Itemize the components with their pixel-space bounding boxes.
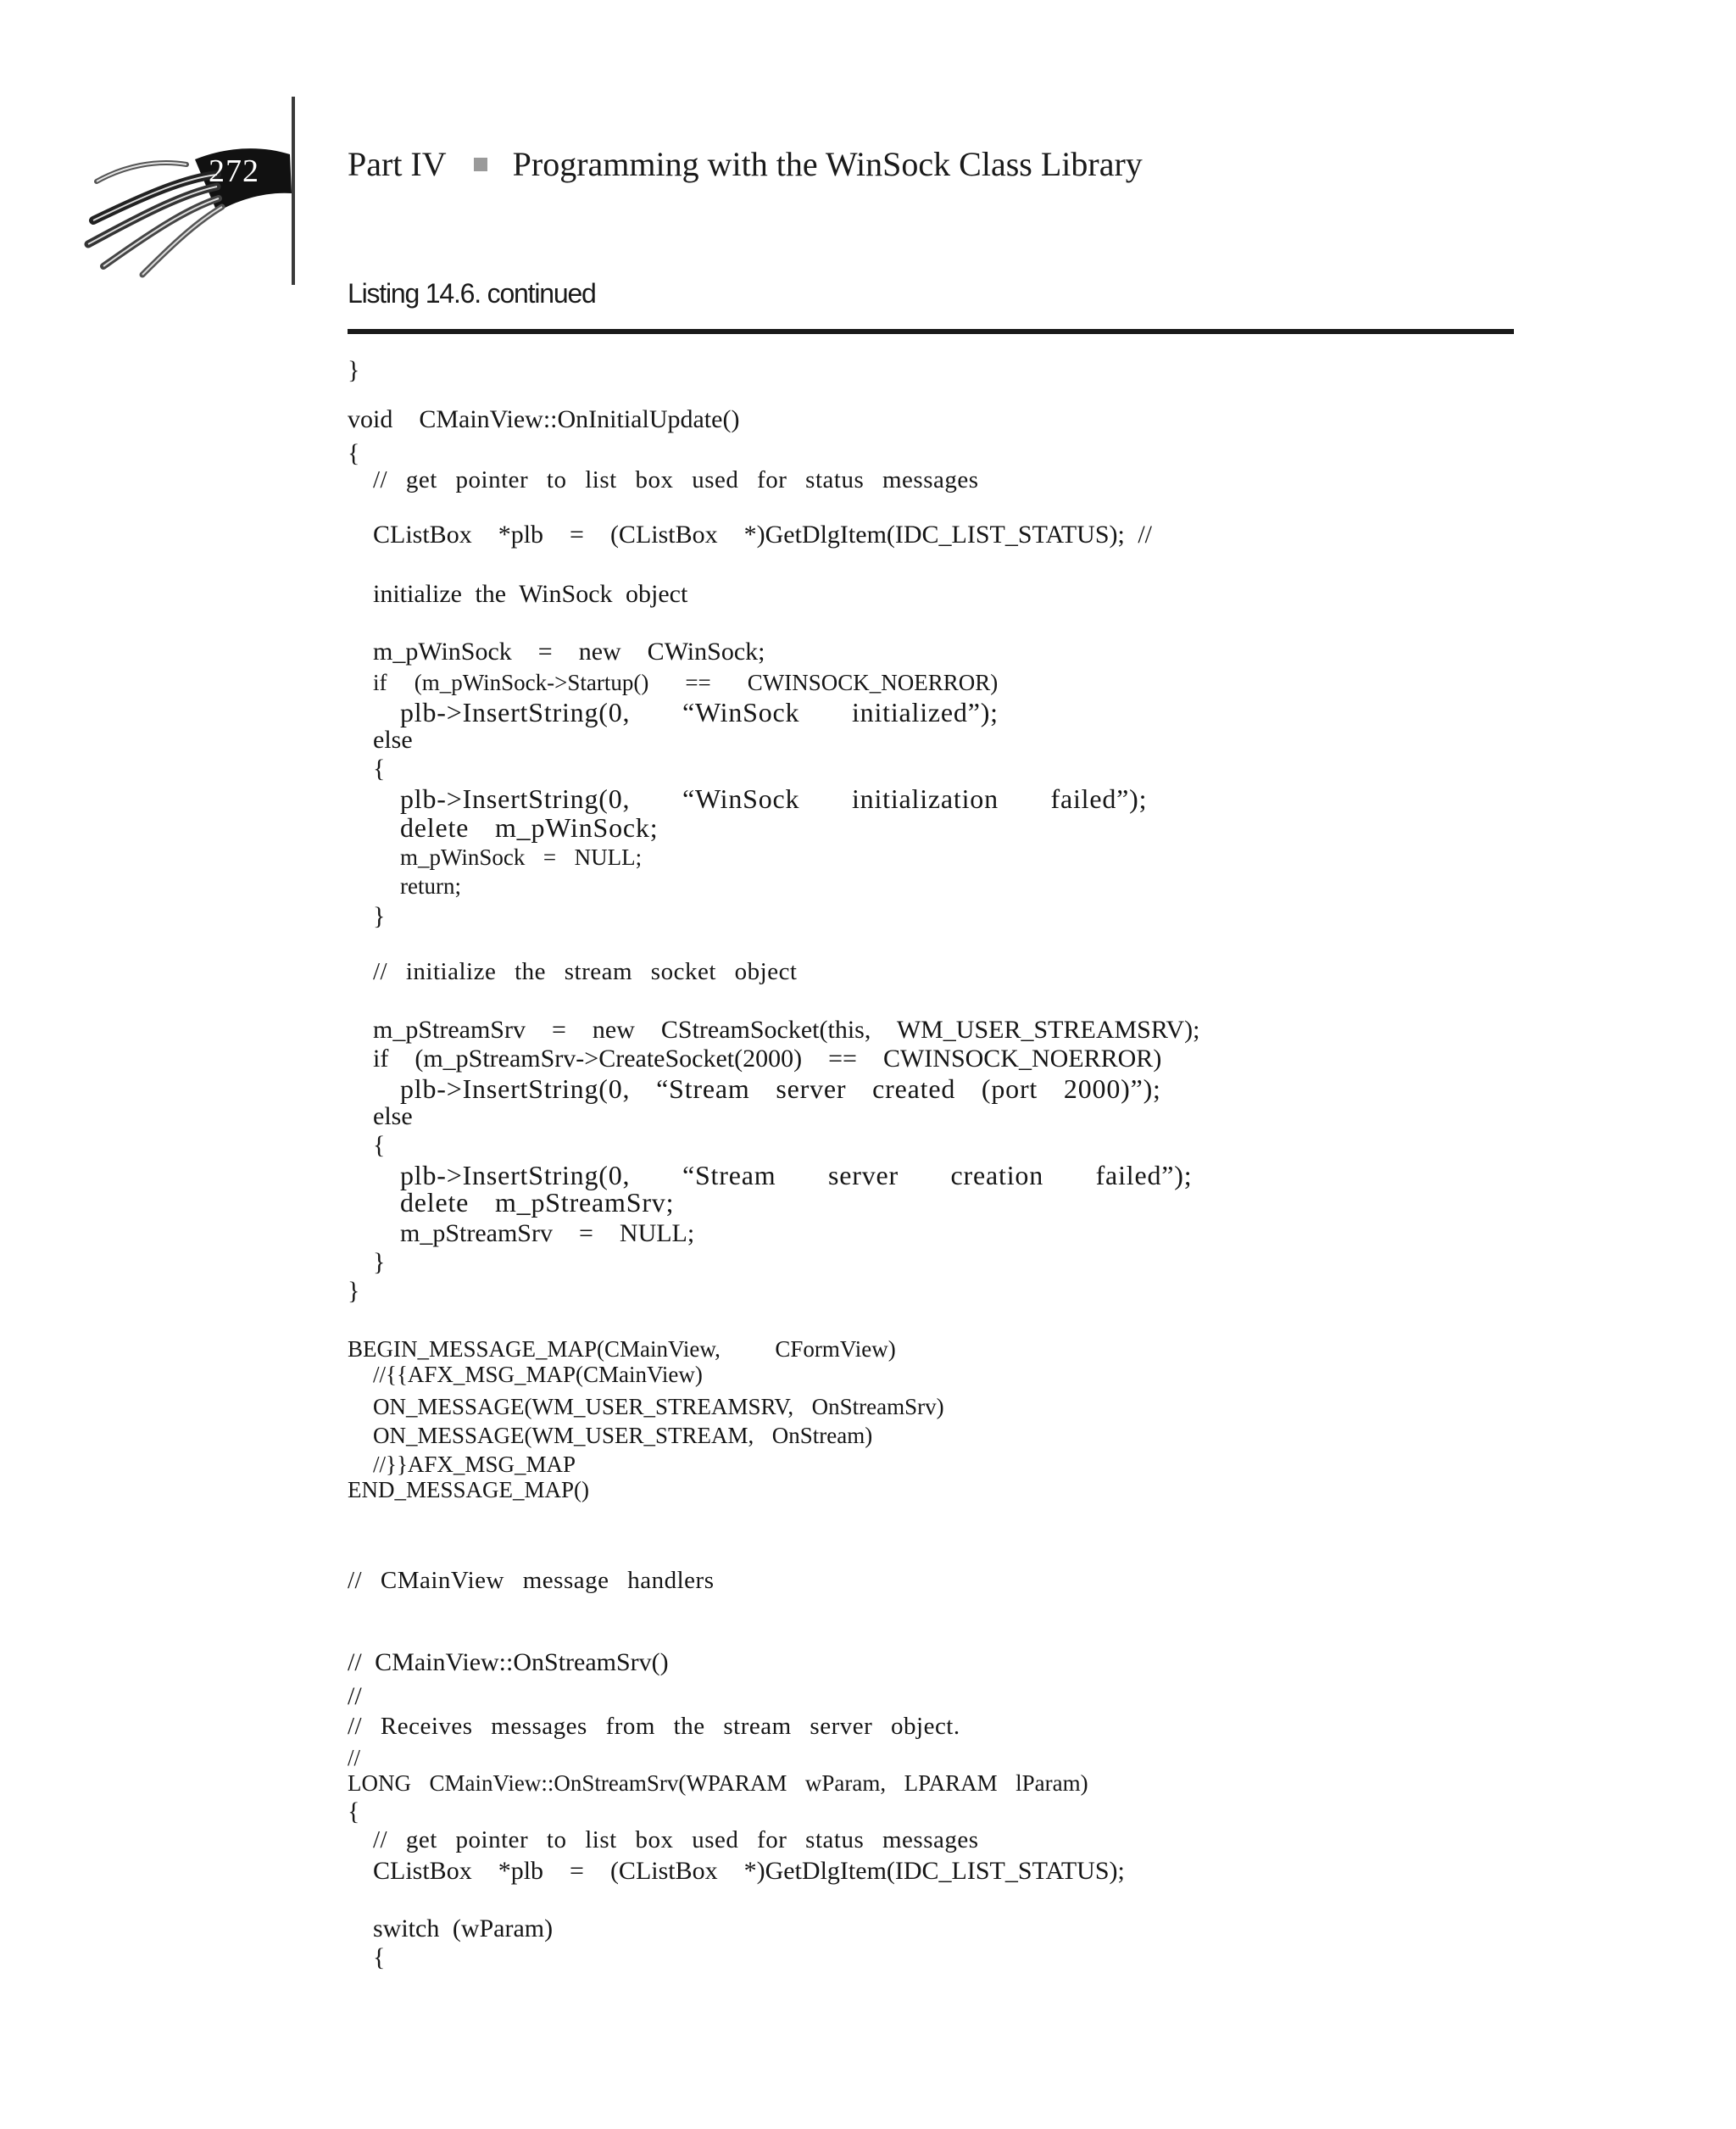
- code-line: }: [373, 1248, 386, 1276]
- code-line: ON_MESSAGE(WM_USER_STREAM, OnStream): [373, 1423, 873, 1448]
- code-line: void CMainView::OnInitialUpdate(): [348, 405, 740, 433]
- code-line: m_pStreamSrv = new CStreamSocket(this, WM_USER_STREAMSRV);: [373, 1016, 1200, 1044]
- part-label: Part IV: [348, 145, 447, 183]
- code-line: //: [348, 1745, 361, 1770]
- code-line: {: [373, 1943, 386, 1971]
- code-line: // CMainView message handlers: [348, 1567, 715, 1594]
- code-line: }: [348, 356, 360, 384]
- code-line: m_pWinSock = NULL;: [400, 844, 643, 870]
- code-line: else: [373, 726, 413, 754]
- code-line: // Receives messages from the stream server object.: [348, 1713, 960, 1740]
- code-line: ON_MESSAGE(WM_USER_STREAMSRV, OnStreamSrv): [373, 1394, 944, 1419]
- code-line: {: [373, 1131, 386, 1159]
- code-line: if (m_pStreamSrv->CreateSocket(2000) == CWINSOCK_NOERROR): [373, 1045, 1162, 1073]
- code-line: //}}AFX_MSG_MAP: [373, 1452, 576, 1477]
- chapter-title: Programming with the WinSock Class Library: [512, 145, 1143, 183]
- code-line: // get pointer to list box used for status messages: [373, 1826, 979, 1853]
- code-line: BEGIN_MESSAGE_MAP(CMainView, CFormView): [348, 1336, 896, 1362]
- code-line: //{{AFX_MSG_MAP(CMainView): [373, 1362, 703, 1387]
- code-line: plb->InsertString(0, “WinSock initialized”);: [400, 697, 999, 727]
- code-line: m_pStreamSrv = NULL;: [400, 1219, 695, 1247]
- code-line: {: [373, 755, 386, 783]
- code-line: END_MESSAGE_MAP(): [348, 1477, 590, 1502]
- code-line: return;: [400, 873, 461, 899]
- code-line: // initialize the stream socket object: [373, 958, 798, 985]
- code-line: {: [348, 439, 360, 467]
- code-line: delete m_pStreamSrv;: [400, 1187, 675, 1218]
- code-line: CListBox *plb = (CListBox *)GetDlgItem(IDC_LIST_STATUS);: [373, 1857, 1125, 1885]
- code-line: }: [348, 1277, 360, 1305]
- code-line: CListBox *plb = (CListBox *)GetDlgItem(IDC_LIST_STATUS); //: [373, 521, 1153, 549]
- code-line: }: [373, 902, 386, 930]
- code-line: plb->InsertString(0, “WinSock initialization failed”);: [400, 783, 1148, 814]
- code-line: plb->InsertString(0, “Stream server creation failed”);: [400, 1160, 1193, 1190]
- code-line: LONG CMainView::OnStreamSrv(WPARAM wParam, LPARAM lParam): [348, 1770, 1088, 1796]
- code-line: {: [348, 1797, 360, 1825]
- code-line: delete m_pWinSock;: [400, 812, 659, 843]
- code-line: // get pointer to list box used for status messages: [373, 466, 979, 493]
- code-line: switch (wParam): [373, 1914, 554, 1942]
- code-line: m_pWinSock = new CWinSock;: [373, 638, 765, 666]
- listing-caption: Listing 14.6. continued: [348, 278, 596, 309]
- code-line: initialize the WinSock object: [373, 580, 688, 608]
- code-line: //: [348, 1682, 362, 1710]
- code-line: // CMainView::OnStreamSrv(): [348, 1648, 669, 1676]
- code-line: if (m_pWinSock->Startup() == CWINSOCK_NOERROR): [373, 670, 999, 695]
- code-line: plb->InsertString(0, “Stream server created (port 2000)”);: [400, 1073, 1161, 1104]
- code-line: else: [373, 1102, 413, 1130]
- page-number: 272: [209, 153, 259, 189]
